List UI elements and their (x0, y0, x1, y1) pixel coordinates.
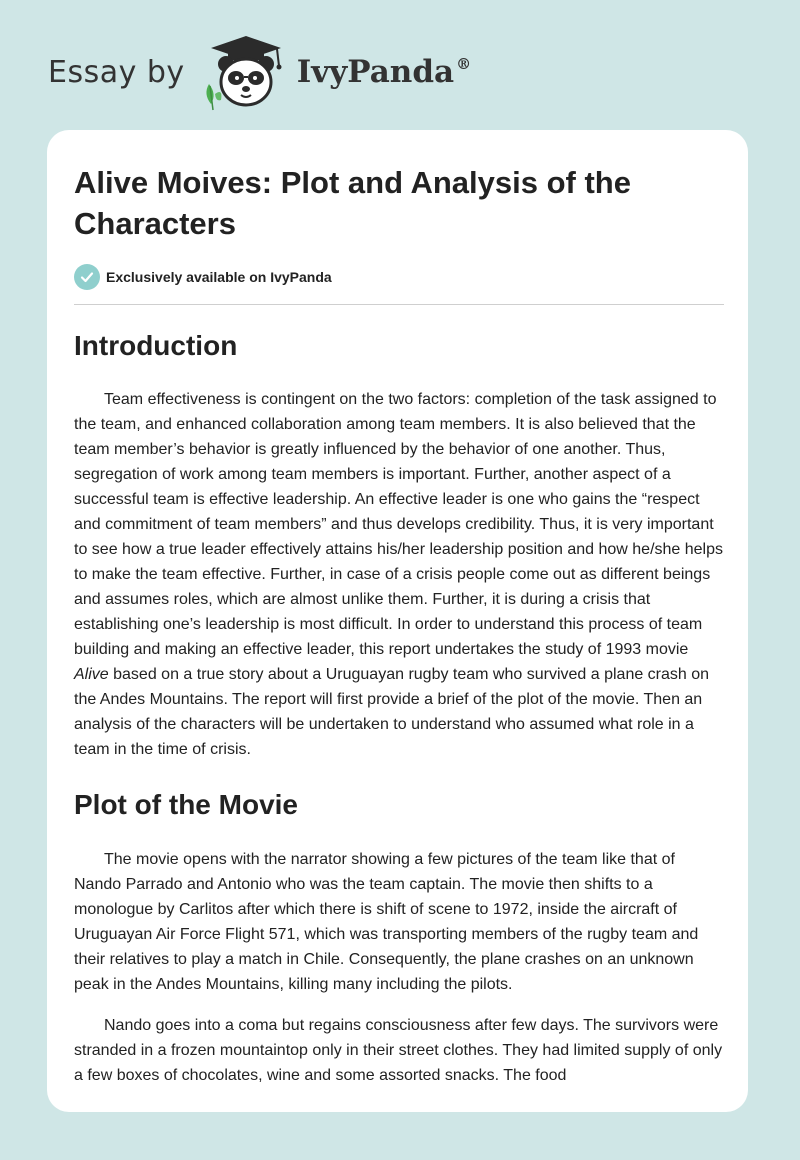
section-heading-plot: Plot of the Movie (74, 789, 298, 820)
paragraph: The movie opens with the narrator showing a few pictures of the team like that of Nando Parrado and Antonio who was the team captain. The movie then shifts to a monologue by Carlitos after which there is shift of scene to 1972, inside the aircraft of Uruguayan Air Force Flight 571, which was transporting members of the rugby team and their relatives to play a match in Chile. Consequently, the plane crashes on an unknown peak in the Andes Mountains, killing many including the pilots. (74, 851, 699, 993)
paragraph: Nando goes into a coma but regains consciousness after few days. The survivors were stranded in a frozen mountaintop only in their street clothes. They had limited supply of only a few boxes of chocolates, wine and some assorted snacks. The food (74, 1017, 723, 1084)
ivypanda-logo-icon[interactable] (201, 32, 291, 112)
article-title: Alive Moives: Plot and Analysis of the Characters (74, 165, 631, 241)
checkmark-icon (74, 264, 100, 290)
article-card (47, 130, 748, 1112)
essay-by-label: Essay by (48, 54, 185, 90)
exclusive-badge (74, 263, 724, 291)
article-content (74, 162, 724, 1088)
title-divider (74, 304, 724, 305)
exclusive-badge-label: Exclusively available on IvyPanda (106, 269, 332, 285)
brand-name[interactable]: IvyPanda ® (296, 54, 472, 90)
paragraph: Team effectiveness is contingent on the two factors: completion of the task assigned to the team, and enhanced collaboration among team members. It is also believed that the team member’s behavior is greatly influenced by the behavior of one another. Thus, segregation of work among team members is important. Further, another aspect of a successful team is effective leadership. An effective leader is one who gains the “respect and commitment of team members” and thus develops credibility. Thus, it is very important to see how a true leader effectively attains his/her leadership position and how he/she helps to make the team effective. Further, in case of a crisis people come out as different beings and assumes roles, which are almost unlike them. Further, it is during a crisis that establishing one’s leadership is most difficult. In order to understand this process of team building and making an effective leader, this report undertakes the study of 1993 movie Alive based on a true story about a Uruguayan rugby team who survived a plane crash on the Andes Mountains. The report will first provide a brief of the plot of the movie. Then an analysis of the characters will be undertaken to understand who assumed what role in a team in the time of crisis. (74, 391, 723, 758)
movie-title-italic: Alive (74, 666, 109, 683)
section-heading-introduction: Introduction (74, 330, 238, 361)
registered-mark: ® (456, 55, 472, 73)
site-header (48, 32, 471, 112)
